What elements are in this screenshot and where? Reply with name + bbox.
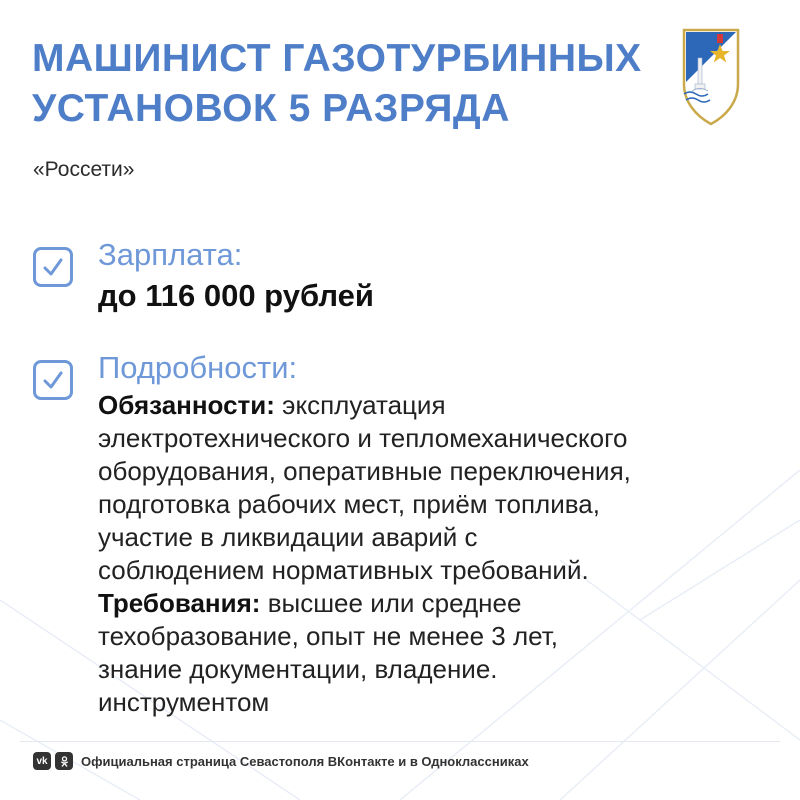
requirements-line: инструментом [98,687,270,717]
requirements-line: знание документации, владение. [98,654,498,684]
duties-line: подготовка рабочих мест, приём топлива, [98,489,600,519]
details-text [98,389,778,719]
duties-line: электротехнического и тепломеханического [98,423,628,453]
duties-line: соблюдением нормативных требований. [98,555,589,585]
details-label: Подробности: [98,350,298,385]
odnoklassniki-logo-icon[interactable] [55,752,73,770]
company-name: «Россети» [33,158,135,181]
title-line-1: МАШИНИСТ ГАЗОТУРБИННЫХ [32,37,642,80]
requirements-line: Требования: высшее или среднее [98,588,522,618]
vk-logo-icon[interactable]: vk [33,752,51,770]
salary-value: до 116 000 рублей [98,278,374,313]
requirements-line: техобразование, опыт не менее 3 лет, [98,621,558,651]
duties-line: участие в ликвидации аварий с [98,522,478,552]
salary-label: Зарплата: [98,237,243,272]
duties-label: Обязанности: [98,390,275,420]
requirements-label: Требования: [98,588,261,618]
footer-divider [20,741,780,742]
page-title [32,34,662,134]
footer [33,752,529,770]
title-line-2: УСТАНОВОК 5 РАЗРЯДА [32,87,510,130]
duties-line: Обязанности: эксплуатация [98,390,446,420]
coat-of-arms-icon [682,28,740,126]
checkbox-icon [33,247,73,287]
checkbox-icon [33,360,73,400]
footer-text: Официальная страница Севастополя ВКонтакте и в Одноклассниках [81,753,529,769]
duties-line: оборудования, оперативные переключения, [98,456,631,486]
